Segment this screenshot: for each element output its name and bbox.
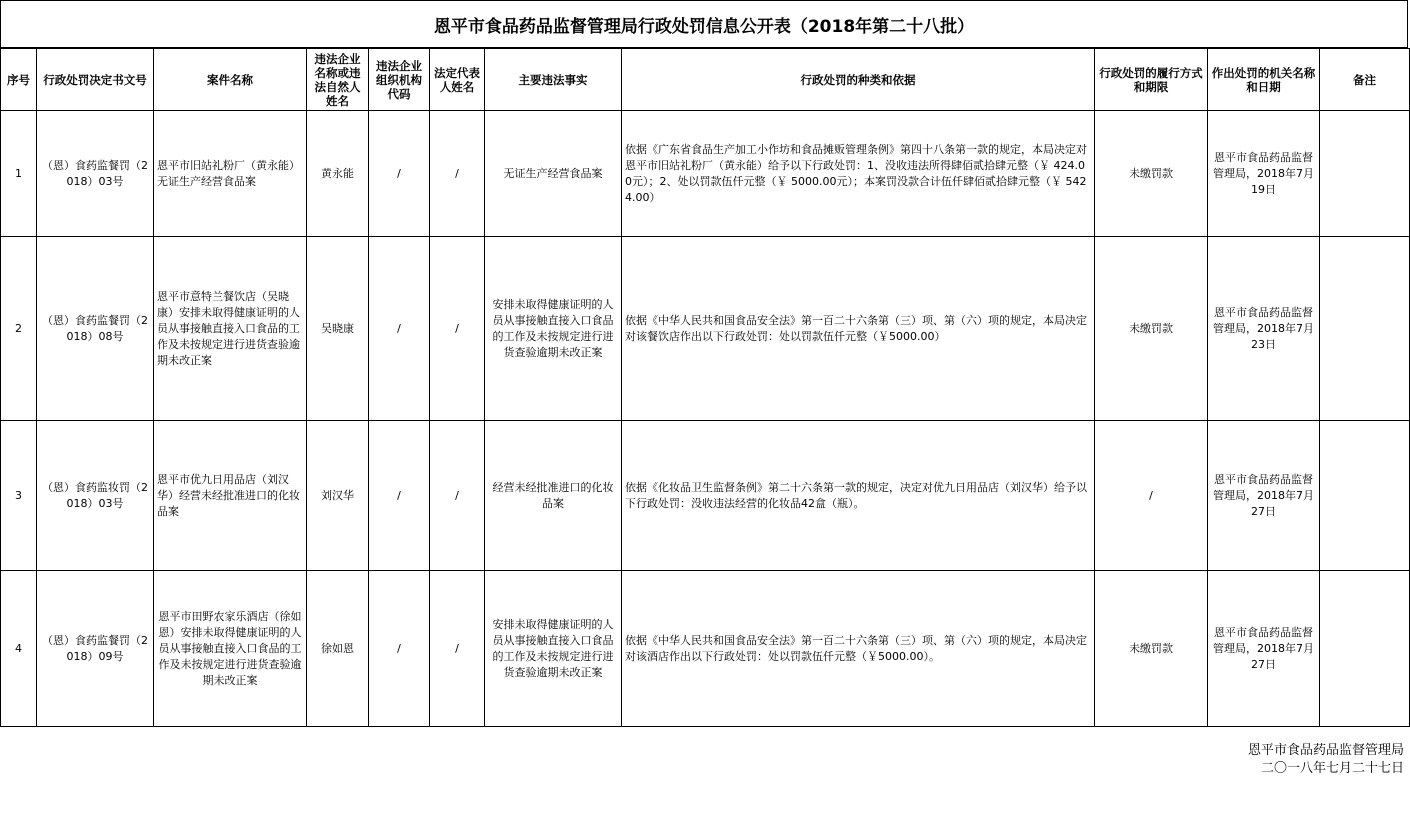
header-cell: 违法企业组织机构代码 <box>369 49 430 111</box>
cell-no: 2 <box>1 237 37 421</box>
header-cell: 主要违法事实 <box>485 49 622 111</box>
cell-legal-rep: / <box>430 237 485 421</box>
cell-execution: 未缴罚款 <box>1095 111 1208 237</box>
cell-remark <box>1320 111 1410 237</box>
header-cell: 行政处罚的履行方式和期限 <box>1095 49 1208 111</box>
cell-case-name: 恩平市意特兰餐饮店（吴晓康）安排未取得健康证明的人员从事接触直接入口食品的工作及未按规定进行进货查验逾期未改正案 <box>154 237 307 421</box>
cell-remark <box>1320 571 1410 727</box>
cell-facts: 经营未经批准进口的化妆品案 <box>485 421 622 571</box>
cell-doc-no: （恩）食药监餐罚（2018）09号 <box>37 571 154 727</box>
table-row <box>1 571 1410 727</box>
cell-authority: 恩平市食品药品监督管理局，2018年7月19日 <box>1208 111 1320 237</box>
cell-legal-rep: / <box>430 571 485 727</box>
cell-basis: 依据《中华人民共和国食品安全法》第一百二十六条第（三）项、第（六）项的规定，本局决定对该酒店作出以下行政处罚：处以罚款伍仟元整（￥5000.00）。 <box>622 571 1095 727</box>
cell-no: 3 <box>1 421 37 571</box>
cell-authority: 恩平市食品药品监督管理局，2018年7月27日 <box>1208 421 1320 571</box>
cell-authority: 恩平市食品药品监督管理局，2018年7月27日 <box>1208 571 1320 727</box>
cell-party: 徐如恩 <box>307 571 369 727</box>
cell-org-code: / <box>369 111 430 237</box>
cell-doc-no: （恩）食药监妆罚（2018）03号 <box>37 421 154 571</box>
header-cell: 法定代表人姓名 <box>430 49 485 111</box>
cell-basis: 依据《广东省食品生产加工小作坊和食品摊贩管理条例》第四十八条第一款的规定，本局决定对恩平市旧站礼粉厂（黄永能）给予以下行政处罚：1、没收违法所得肆佰贰拾肆元整（￥ 424.00元）；2、处以罚款伍仟元整（￥ 5000.00元）；本案罚没款合计伍仟肆佰贰拾肆元整（￥ 5424.00） <box>622 111 1095 237</box>
cell-case-name: 恩平市优九日用品店（刘汉华）经营未经批准进口的化妆品案 <box>154 421 307 571</box>
cell-execution: 未缴罚款 <box>1095 237 1208 421</box>
penalty-table <box>0 48 1410 727</box>
cell-facts: 安排未取得健康证明的人员从事接触直接入口食品的工作及未按规定进行进货查验逾期未改正案 <box>485 237 622 421</box>
table-row <box>1 237 1410 421</box>
cell-party: 吴晓康 <box>307 237 369 421</box>
table-header-row <box>1 49 1410 111</box>
cell-basis: 依据《化妆品卫生监督条例》第二十六条第一款的规定，决定对优九日用品店（刘汉华）给予以下行政处罚：没收违法经营的化妆品42盒（瓶）。 <box>622 421 1095 571</box>
header-cell: 违法企业名称或违法自然人姓名 <box>307 49 369 111</box>
table-row <box>1 111 1410 237</box>
cell-remark <box>1320 421 1410 571</box>
cell-execution: / <box>1095 421 1208 571</box>
signature-block <box>1248 742 1404 778</box>
footer-agency: 恩平市食品药品监督管理局 <box>1247 743 1404 758</box>
cell-party: 刘汉华 <box>307 421 369 571</box>
footer-date: 二〇一八年七月二十七日 <box>1260 761 1404 776</box>
cell-org-code: / <box>369 237 430 421</box>
cell-authority: 恩平市食品药品监督管理局，2018年7月23日 <box>1208 237 1320 421</box>
cell-org-code: / <box>369 571 430 727</box>
cell-party: 黄永能 <box>307 111 369 237</box>
cell-legal-rep: / <box>430 111 485 237</box>
cell-execution: 未缴罚款 <box>1095 571 1208 727</box>
cell-case-name: 恩平市田野农家乐酒店（徐如恩）安排未取得健康证明的人员从事接触直接入口食品的工作及未按规定进行进货查验逾期未改正案 <box>154 571 307 727</box>
cell-legal-rep: / <box>430 421 485 571</box>
cell-doc-no: （恩）食药监餐罚（2018）03号 <box>37 111 154 237</box>
cell-no: 1 <box>1 111 37 237</box>
cell-facts: 无证生产经营食品案 <box>485 111 622 237</box>
table-row <box>1 421 1410 571</box>
cell-facts: 安排未取得健康证明的人员从事接触直接入口食品的工作及未按规定进行进货查验逾期未改正案 <box>485 571 622 727</box>
header-cell: 序号 <box>1 49 37 111</box>
cell-basis: 依据《中华人民共和国食品安全法》第一百二十六条第（三）项、第（六）项的规定，本局决定对该餐饮店作出以下行政处罚：处以罚款伍仟元整（￥5000.00） <box>622 237 1095 421</box>
cell-remark <box>1320 237 1410 421</box>
header-cell: 案件名称 <box>154 49 307 111</box>
header-cell: 行政处罚决定书文号 <box>37 49 154 111</box>
cell-no: 4 <box>1 571 37 727</box>
cell-org-code: / <box>369 421 430 571</box>
page-title: 恩平市食品药品监督管理局行政处罚信息公开表（2018年第二十八批） <box>0 0 1408 48</box>
cell-case-name: 恩平市旧站礼粉厂（黄永能）无证生产经营食品案 <box>154 111 307 237</box>
header-cell: 行政处罚的种类和依据 <box>622 49 1095 111</box>
header-cell: 备注 <box>1320 49 1410 111</box>
header-cell: 作出处罚的机关名称和日期 <box>1208 49 1320 111</box>
cell-doc-no: （恩）食药监餐罚（2018）08号 <box>37 237 154 421</box>
